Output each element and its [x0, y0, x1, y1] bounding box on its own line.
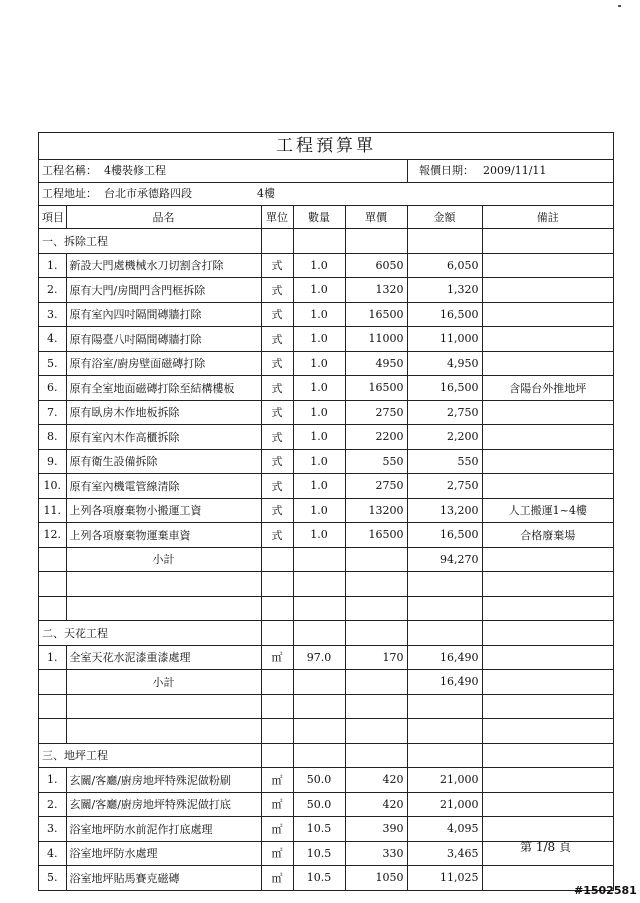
item-unit: 式: [261, 278, 293, 303]
item-amount: 6,050: [407, 253, 482, 278]
empty-cell: [482, 229, 613, 254]
section-heading: 一、拆除工程: [39, 229, 261, 254]
item-amount: 13,200: [407, 498, 482, 523]
item-name: 浴室地坪防水前泥作打底處理: [66, 817, 261, 842]
item-qty: 50.0: [293, 768, 345, 793]
item-amount: 16,500: [407, 302, 482, 327]
item-note: [482, 253, 613, 278]
item-number: 1.: [39, 768, 66, 793]
empty-cell: [482, 572, 613, 597]
item-price: 2750: [345, 474, 407, 499]
item-qty: 1.0: [293, 498, 345, 523]
empty-cell: [407, 621, 482, 646]
empty-cell: [293, 547, 345, 572]
subtotal-amount: 16,490: [407, 670, 482, 695]
item-amount: 2,750: [407, 474, 482, 499]
subtotal-label: 小計: [66, 547, 261, 572]
spacer-row: [39, 596, 613, 621]
item-note: [482, 645, 613, 670]
empty-cell: [407, 596, 482, 621]
item-amount: 16,500: [407, 376, 482, 401]
item-unit: 式: [261, 449, 293, 474]
item-number: 3.: [39, 817, 66, 842]
table-row: [39, 474, 613, 499]
item-number: 5.: [39, 351, 66, 376]
item-name: 玄關/客廳/廚房地坪特殊泥做粉刷: [66, 768, 261, 793]
header-item: 項目: [39, 206, 66, 229]
item-name: 原有室內四吋隔間磚牆打除: [66, 302, 261, 327]
section-heading: 三、地坪工程: [39, 743, 261, 768]
item-name: 上列各項廢棄物小搬運工資: [66, 498, 261, 523]
subtotal-label: 小計: [66, 670, 261, 695]
quote-date: 2009/11/11: [483, 164, 547, 177]
item-price: 16500: [345, 376, 407, 401]
project-name-label: 工程名稱：: [42, 164, 97, 177]
table-row: [39, 425, 613, 450]
item-name: 原有室內機電管線清除: [66, 474, 261, 499]
item-price: 2750: [345, 400, 407, 425]
subtotal-row: [39, 670, 613, 695]
empty-cell: [39, 547, 66, 572]
empty-cell: [261, 743, 293, 768]
item-qty: 1.0: [293, 523, 345, 548]
empty-cell: [293, 596, 345, 621]
item-name: 浴室地坪防水處理: [66, 841, 261, 866]
item-unit: 式: [261, 376, 293, 401]
item-name: 原有陽臺八吋隔間磚牆打除: [66, 327, 261, 352]
item-amount: 3,465: [407, 841, 482, 866]
item-amount: 16,500: [407, 523, 482, 548]
item-name: 原有衛生設備拆除: [66, 449, 261, 474]
empty-cell: [407, 572, 482, 597]
item-qty: 1.0: [293, 474, 345, 499]
item-amount: 21,000: [407, 768, 482, 793]
sheet-title: 工程預算單: [39, 133, 613, 160]
budget-table-body: [39, 206, 613, 890]
empty-cell: [66, 719, 261, 744]
item-unit: ㎡: [261, 866, 293, 890]
table-header-row: [39, 206, 613, 229]
item-qty: 10.5: [293, 817, 345, 842]
header-price: 單價: [345, 206, 407, 229]
item-amount: 2,750: [407, 400, 482, 425]
empty-cell: [39, 694, 66, 719]
item-unit: 式: [261, 351, 293, 376]
empty-cell: [407, 719, 482, 744]
empty-cell: [345, 572, 407, 597]
table-row: [39, 792, 613, 817]
empty-cell: [345, 694, 407, 719]
item-note: [482, 449, 613, 474]
table-row: [39, 400, 613, 425]
item-qty: 10.5: [293, 841, 345, 866]
item-number: 2.: [39, 278, 66, 303]
item-price: 1320: [345, 278, 407, 303]
empty-cell: [261, 596, 293, 621]
item-number: 7.: [39, 400, 66, 425]
spacer-row: [39, 572, 613, 597]
table-row: [39, 327, 613, 352]
item-name: 全室天花水泥漆重漆處理: [66, 645, 261, 670]
id-stamp: #1502581: [574, 884, 637, 897]
section-heading-row: [39, 743, 613, 768]
empty-cell: [482, 743, 613, 768]
item-price: 2200: [345, 425, 407, 450]
header-name: 品名: [66, 206, 261, 229]
item-number: 3.: [39, 302, 66, 327]
header-note: 備註: [482, 206, 613, 229]
item-price: 330: [345, 841, 407, 866]
empty-cell: [293, 572, 345, 597]
item-note: [482, 327, 613, 352]
item-note: 含陽台外推地坪: [482, 376, 613, 401]
budget-table: [39, 206, 613, 890]
item-unit: 式: [261, 425, 293, 450]
item-price: 11000: [345, 327, 407, 352]
subtotal-amount: 94,270: [407, 547, 482, 572]
section-heading-row: [39, 621, 613, 646]
empty-cell: [482, 621, 613, 646]
header-unit: 單位: [261, 206, 293, 229]
meta-divider: [407, 160, 408, 182]
empty-cell: [293, 670, 345, 695]
empty-cell: [407, 743, 482, 768]
item-qty: 1.0: [293, 449, 345, 474]
empty-cell: [261, 547, 293, 572]
item-note: [482, 351, 613, 376]
item-amount: 2,200: [407, 425, 482, 450]
item-name: 浴室地坪貼馬賽克磁磚: [66, 866, 261, 890]
item-qty: 50.0: [293, 792, 345, 817]
empty-cell: [293, 743, 345, 768]
item-name: 上列各項廢棄物運棄車資: [66, 523, 261, 548]
empty-cell: [293, 621, 345, 646]
item-amount: 4,095: [407, 817, 482, 842]
empty-cell: [482, 596, 613, 621]
spacer-row: [39, 694, 613, 719]
item-price: 170: [345, 645, 407, 670]
item-qty: 1.0: [293, 376, 345, 401]
empty-cell: [482, 670, 613, 695]
item-price: 1050: [345, 866, 407, 890]
item-note: [482, 425, 613, 450]
item-qty: 1.0: [293, 425, 345, 450]
item-amount: 16,490: [407, 645, 482, 670]
item-note: [482, 278, 613, 303]
item-name: 原有臥房木作地板拆除: [66, 400, 261, 425]
floor: 4樓: [257, 187, 275, 200]
empty-cell: [261, 621, 293, 646]
page-number: 第 1/8 頁: [520, 840, 571, 854]
address: 台北市承德路四段: [104, 187, 192, 200]
item-qty: 1.0: [293, 327, 345, 352]
item-qty: 1.0: [293, 253, 345, 278]
item-qty: 10.5: [293, 866, 345, 890]
empty-cell: [66, 572, 261, 597]
table-row: [39, 523, 613, 548]
address-row: [39, 183, 613, 206]
item-price: 420: [345, 792, 407, 817]
section-heading-row: [39, 229, 613, 254]
empty-cell: [482, 694, 613, 719]
item-unit: 式: [261, 327, 293, 352]
table-row: [39, 498, 613, 523]
item-note: 合格廢棄場: [482, 523, 613, 548]
empty-cell: [66, 596, 261, 621]
empty-cell: [39, 670, 66, 695]
item-number: 1.: [39, 645, 66, 670]
empty-cell: [293, 229, 345, 254]
item-amount: 11,000: [407, 327, 482, 352]
item-unit: ㎡: [261, 768, 293, 793]
item-unit: 式: [261, 523, 293, 548]
item-name: 原有室內木作高櫃拆除: [66, 425, 261, 450]
item-unit: 式: [261, 253, 293, 278]
empty-cell: [66, 694, 261, 719]
item-price: 420: [345, 768, 407, 793]
empty-cell: [482, 547, 613, 572]
empty-cell: [345, 743, 407, 768]
subtotal-row: [39, 547, 613, 572]
item-price: 390: [345, 817, 407, 842]
item-number: 2.: [39, 792, 66, 817]
item-price: 4950: [345, 351, 407, 376]
section-heading: 二、天花工程: [39, 621, 261, 646]
item-price: 16500: [345, 302, 407, 327]
empty-cell: [345, 596, 407, 621]
table-row: [39, 278, 613, 303]
item-note: [482, 474, 613, 499]
empty-cell: [261, 719, 293, 744]
item-number: 4.: [39, 327, 66, 352]
item-unit: 式: [261, 498, 293, 523]
address-label: 工程地址：: [42, 187, 97, 200]
empty-cell: [261, 694, 293, 719]
item-unit: 式: [261, 302, 293, 327]
item-name: 原有浴室/廚房壁面磁磚打除: [66, 351, 261, 376]
item-note: [482, 768, 613, 793]
item-amount: 21,000: [407, 792, 482, 817]
empty-cell: [345, 547, 407, 572]
empty-cell: [293, 694, 345, 719]
item-name: 玄關/客廳/廚房地坪特殊泥做打底: [66, 792, 261, 817]
item-number: 8.: [39, 425, 66, 450]
table-row: [39, 768, 613, 793]
header-qty: 數量: [293, 206, 345, 229]
spacer-row: [39, 719, 613, 744]
table-row: [39, 253, 613, 278]
item-price: 16500: [345, 523, 407, 548]
item-unit: 式: [261, 400, 293, 425]
item-number: 4.: [39, 841, 66, 866]
item-note: [482, 792, 613, 817]
item-number: 12.: [39, 523, 66, 548]
item-amount: 550: [407, 449, 482, 474]
item-qty: 97.0: [293, 645, 345, 670]
empty-cell: [407, 229, 482, 254]
empty-cell: [407, 694, 482, 719]
empty-cell: [39, 719, 66, 744]
empty-cell: [293, 719, 345, 744]
empty-cell: [345, 621, 407, 646]
empty-cell: [39, 596, 66, 621]
empty-cell: [345, 670, 407, 695]
item-name: 新設大門處機械水刀切割含打除: [66, 253, 261, 278]
item-unit: ㎡: [261, 645, 293, 670]
item-number: 5.: [39, 866, 66, 890]
item-unit: ㎡: [261, 817, 293, 842]
table-row: [39, 645, 613, 670]
table-row: [39, 302, 613, 327]
table-row: [39, 866, 613, 890]
item-note: 人工搬運1~4樓: [482, 498, 613, 523]
item-number: 9.: [39, 449, 66, 474]
item-number: 1.: [39, 253, 66, 278]
item-amount: 1,320: [407, 278, 482, 303]
scan-speck: [618, 5, 621, 7]
item-price: 13200: [345, 498, 407, 523]
quote-date-label: 報價日期：: [419, 164, 474, 177]
item-note: [482, 400, 613, 425]
table-row: [39, 376, 613, 401]
item-number: 11.: [39, 498, 66, 523]
empty-cell: [261, 229, 293, 254]
item-amount: 11,025: [407, 866, 482, 890]
table-row: [39, 449, 613, 474]
item-qty: 1.0: [293, 400, 345, 425]
item-number: 6.: [39, 376, 66, 401]
empty-cell: [482, 719, 613, 744]
budget-sheet: [38, 132, 614, 891]
item-name: 原有大門/房間門含門框拆除: [66, 278, 261, 303]
header-amount: 金額: [407, 206, 482, 229]
table-row: [39, 351, 613, 376]
item-note: [482, 302, 613, 327]
item-qty: 1.0: [293, 278, 345, 303]
empty-cell: [345, 719, 407, 744]
item-name: 原有全室地面磁磚打除至結構樓板: [66, 376, 261, 401]
empty-cell: [261, 572, 293, 597]
item-price: 550: [345, 449, 407, 474]
item-number: 10.: [39, 474, 66, 499]
project-name-row: [39, 160, 613, 183]
empty-cell: [261, 670, 293, 695]
item-unit: ㎡: [261, 792, 293, 817]
empty-cell: [39, 572, 66, 597]
item-qty: 1.0: [293, 351, 345, 376]
item-qty: 1.0: [293, 302, 345, 327]
item-unit: ㎡: [261, 841, 293, 866]
item-amount: 4,950: [407, 351, 482, 376]
item-unit: 式: [261, 474, 293, 499]
project-name: 4樓裝修工程: [104, 164, 166, 177]
empty-cell: [345, 229, 407, 254]
item-price: 6050: [345, 253, 407, 278]
